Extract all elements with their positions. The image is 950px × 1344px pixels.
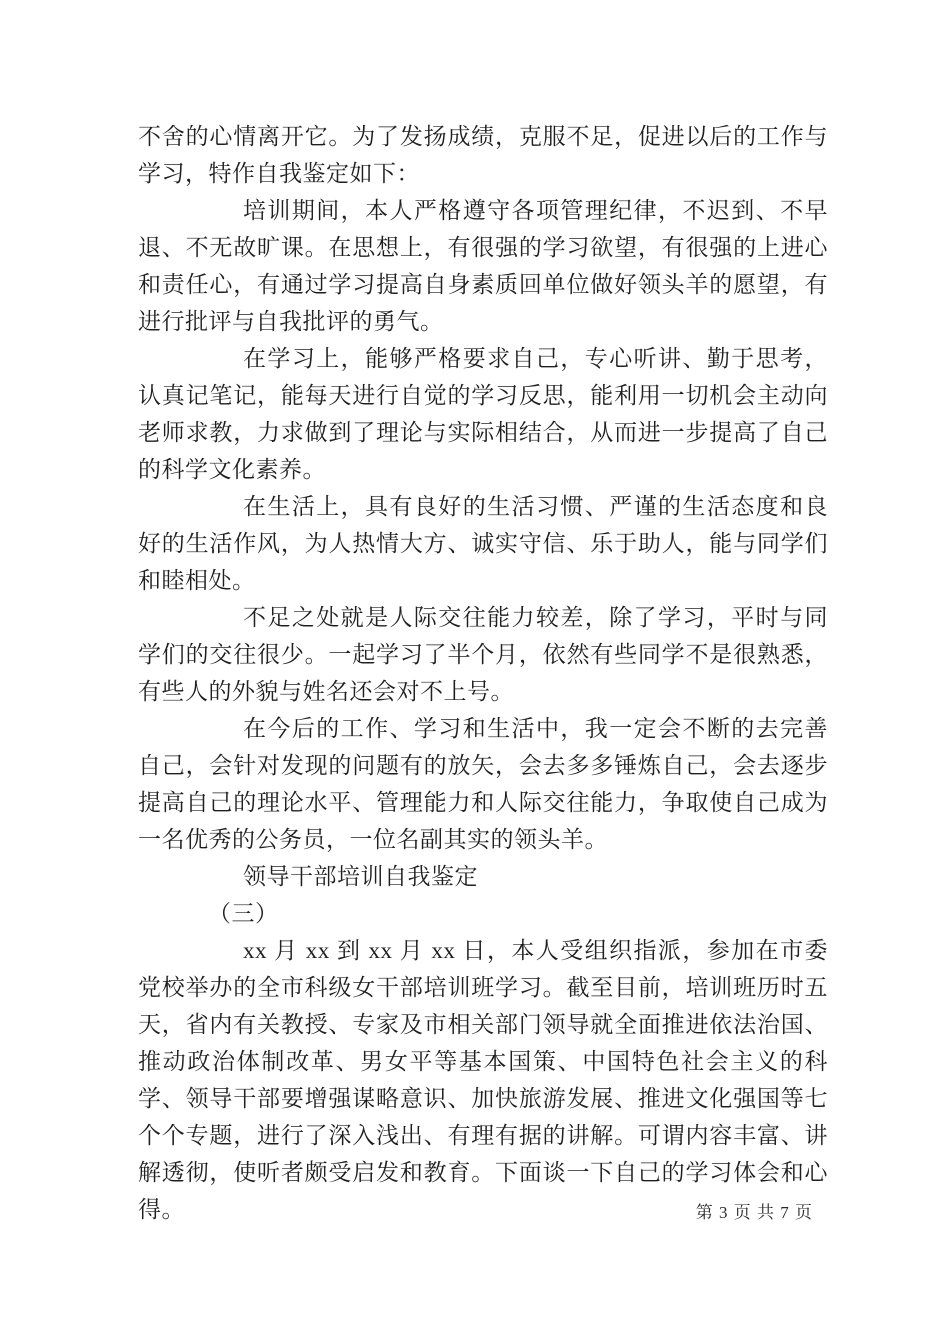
page-number-footer: 第 3 页 共 7 页 bbox=[695, 1203, 813, 1222]
paragraph: xx 月 xx 到 xx 月 xx 日，本人受组织指派，参加在市委党校举办的全市科级女干部培训班学习。截至目前，培训班历时五天，省内有关教授、专家及市相关部门领导就全面推进依法治国、推动政治体制改革、男女平等基本国策、中国特色社会主义的科学、领导干部要增强谋略意识、加快旅游发展、推进文化强国等七个个专题，进行了深入浅出、有理有据的讲解。可谓内容丰富、讲解透彻，使听者颇受启发和教育。下面谈一下自己的学习体会和心得。 bbox=[138, 938, 828, 1222]
document-body bbox=[138, 118, 828, 1228]
paragraph: 在今后的工作、学习和生活中，我一定会不断的去完善自己，会针对发现的问题有的放矢，会去多多锤炼自己，会去逐步提高自己的理论水平、管理能力和人际交往能力，争取使自己成为一名优秀的公务员，一位名副其实的领头羊。 bbox=[138, 716, 828, 852]
paragraph: 不舍的心情离开它。为了发扬成绩，克服不足，促进以后的工作与学习，特作自我鉴定如下： bbox=[138, 124, 828, 186]
paragraph: 在学习上，能够严格要求自己，专心听讲、勤于思考，认真记笔记，能每天进行自觉的学习反思，能利用一切机会主动向老师求教，力求做到了理论与实际相结合，从而进一步提高了自己的科学文化素养。 bbox=[138, 346, 828, 482]
paragraph: 在生活上，具有良好的生活习惯、严谨的生活态度和良好的生活作风，为人热情大方、诚实守信、乐于助人，能与同学们和睦相处。 bbox=[138, 494, 828, 593]
paragraph: 领导干部培训自我鉴定 bbox=[243, 864, 478, 889]
paragraph: 不足之处就是人际交往能力较差，除了学习，平时与同学们的交往很少。一起学习了半个月，依然有些同学不是很熟悉，有些人的外貌与姓名还会对不上号。 bbox=[138, 605, 828, 704]
paragraph: 培训期间，本人严格遵守各项管理纪律，不迟到、不早退、不无故旷课。在思想上，有很强的学习欲望，有很强的上进心和责任心，有通过学习提高自身素质回单位做好领头羊的愿望，有进行批评与自我批评的勇气。 bbox=[138, 198, 828, 334]
paragraph: （三） bbox=[208, 901, 279, 926]
